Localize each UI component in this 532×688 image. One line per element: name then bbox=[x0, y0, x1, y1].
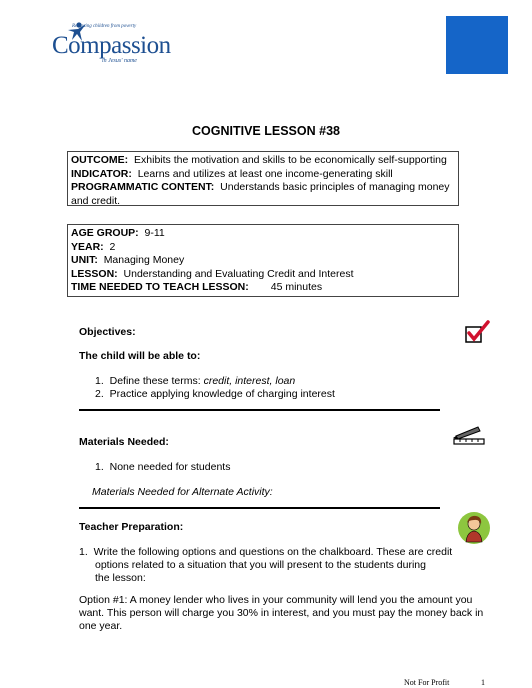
objective-terms: credit, interest, loan bbox=[203, 375, 296, 387]
section-divider bbox=[79, 409, 440, 411]
objective-item-2 bbox=[95, 388, 335, 400]
age-label: AGE GROUP: bbox=[71, 227, 139, 239]
list-number: 2. bbox=[95, 388, 104, 400]
compassion-logo bbox=[52, 22, 171, 70]
content-label: PROGRAMMATIC CONTENT: bbox=[71, 181, 215, 194]
outcome-box bbox=[67, 151, 459, 206]
indicator-label: INDICATOR: bbox=[71, 167, 132, 180]
preparation-text: Write the following options and questions on the chalkboard. These are credit bbox=[93, 546, 453, 558]
content-value: Understands basic principles of managing money bbox=[220, 181, 450, 194]
list-number: 1. bbox=[95, 375, 104, 387]
list-number: 1. bbox=[79, 546, 88, 558]
outcome-value: Exhibits the motivation and skills to be economically self-supporting bbox=[134, 154, 447, 166]
outcome-label: OUTCOME: bbox=[71, 154, 129, 166]
content-value-continued: and credit. bbox=[71, 194, 121, 207]
option-1-text: want. This person will charge you 30% in interest, and you must pay the money back in bbox=[79, 607, 484, 619]
preparation-item-1 bbox=[79, 546, 452, 558]
year-value: 2 bbox=[109, 240, 116, 253]
option-1-text: one year. bbox=[79, 620, 123, 632]
time-label: TIME NEEDED TO TEACH LESSON: bbox=[71, 281, 249, 294]
materials-text: None needed for students bbox=[109, 461, 231, 473]
objective-item-1 bbox=[95, 375, 295, 387]
lesson-title: COGNITIVE LESSON #38 bbox=[192, 124, 340, 138]
alternate-materials: Materials Needed for Alternate Activity: bbox=[92, 486, 273, 498]
lesson-info-box bbox=[67, 224, 459, 297]
logo-wordmark: Compassion bbox=[52, 32, 171, 59]
time-value: 45 minutes bbox=[270, 281, 323, 294]
list-number: 1. bbox=[95, 461, 104, 473]
preparation-heading: Teacher Preparation: bbox=[79, 521, 184, 533]
materials-heading: Materials Needed: bbox=[79, 436, 169, 448]
blue-corner-graphic bbox=[446, 16, 508, 74]
pencil-ruler-icon bbox=[452, 424, 486, 446]
objective-text: Practice applying knowledge of charging interest bbox=[109, 388, 335, 400]
indicator-value: Learns and utilizes at least one income-generating skill bbox=[137, 167, 393, 180]
materials-item-1 bbox=[95, 461, 230, 473]
unit-value: Managing Money bbox=[103, 254, 185, 267]
option-1-text: Option #1: A money lender who lives in your community will lend you the amount you bbox=[79, 594, 473, 606]
age-value: 9-11 bbox=[144, 227, 165, 239]
checkbox-check-icon bbox=[464, 320, 490, 346]
objectives-heading: Objectives: bbox=[79, 326, 136, 338]
section-divider bbox=[79, 507, 440, 509]
logo-tagline: Releasing children from poverty bbox=[72, 24, 137, 29]
year-label: YEAR: bbox=[71, 240, 104, 253]
footer-label: Not For Profit bbox=[404, 678, 450, 687]
teacher-icon bbox=[457, 511, 491, 545]
preparation-text: options related to a situation that you will present to the students during bbox=[95, 559, 426, 571]
lesson-value: Understanding and Evaluating Credit and Interest bbox=[123, 267, 354, 280]
logo-subtitle: in Jesus' name bbox=[102, 58, 137, 64]
lesson-label: LESSON: bbox=[71, 267, 118, 280]
objectives-subheading: The child will be able to: bbox=[79, 350, 201, 362]
page-number: 1 bbox=[481, 678, 485, 687]
objective-text: Define these terms: bbox=[109, 375, 204, 387]
unit-label: UNIT: bbox=[71, 254, 98, 267]
preparation-text: the lesson: bbox=[95, 572, 146, 584]
